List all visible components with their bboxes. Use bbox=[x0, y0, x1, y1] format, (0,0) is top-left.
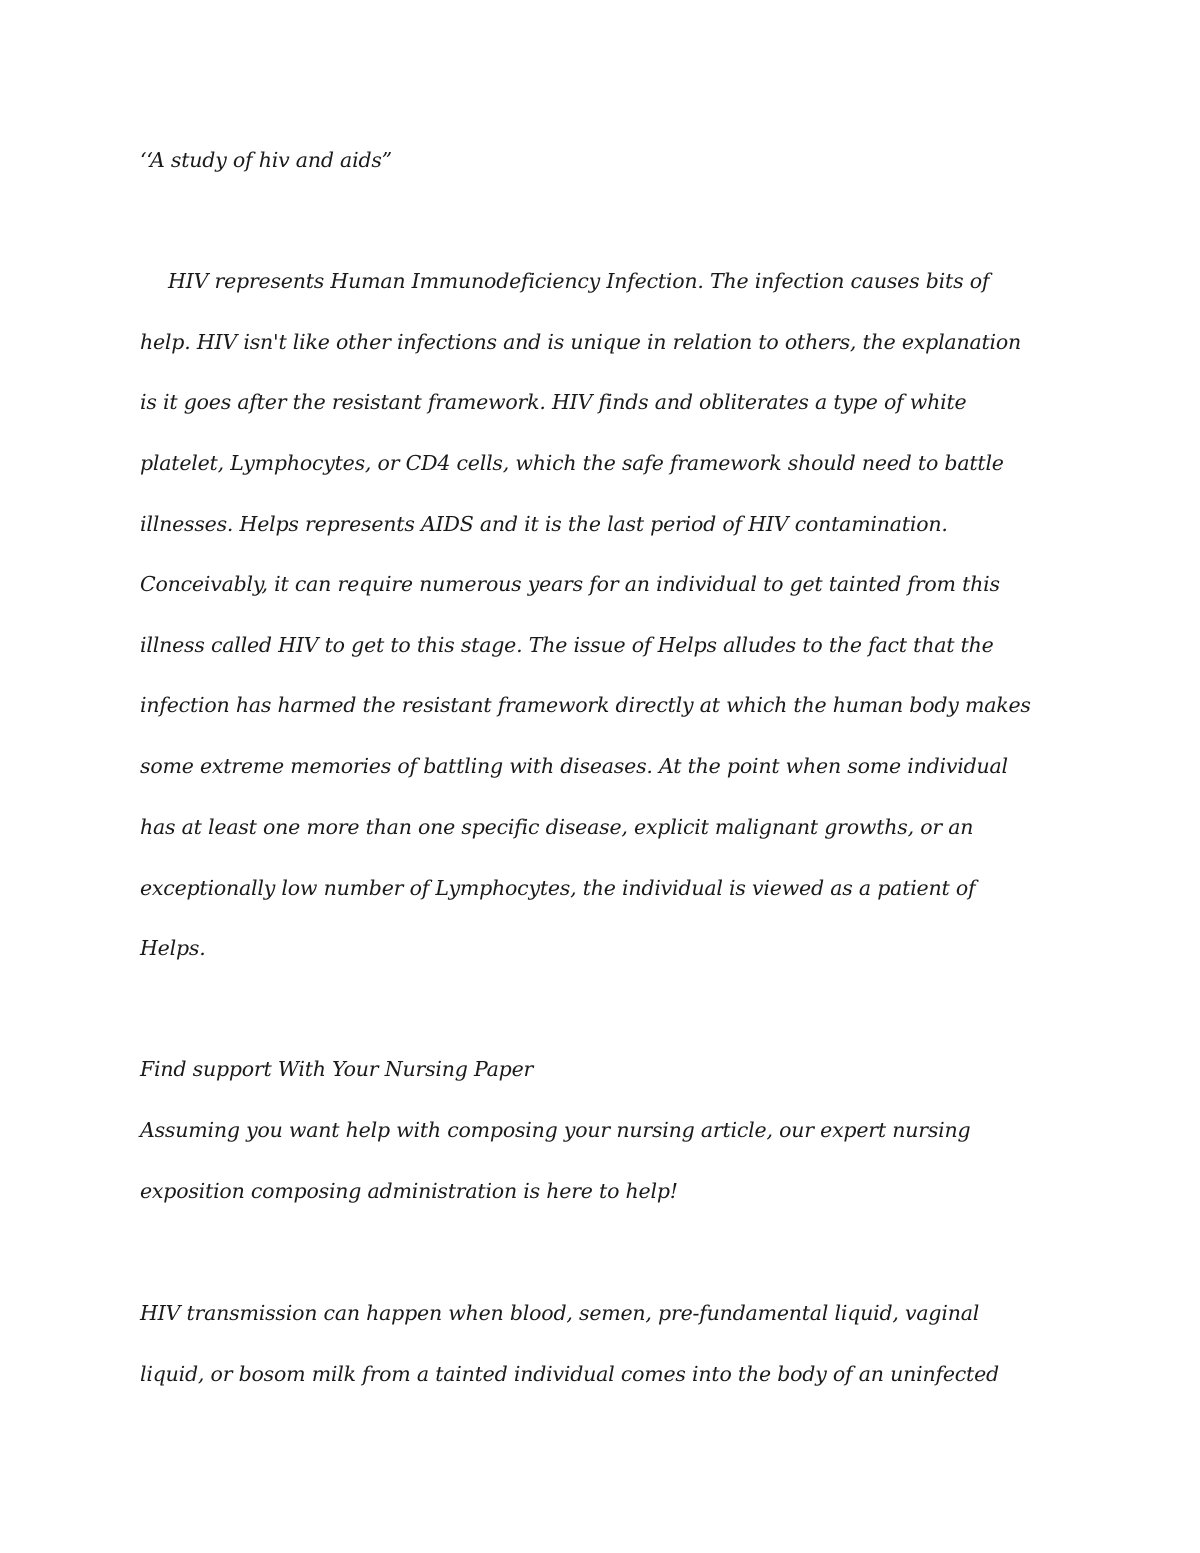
paragraph-line: HIV represents Human Immunodeficiency Infection. The infection causes bits of bbox=[168, 269, 990, 293]
document-title: ‘‘A study of hiv and aids” bbox=[140, 148, 392, 172]
support-heading: Find support With Your Nursing Paper bbox=[140, 1057, 534, 1081]
paragraph-line: Helps. bbox=[140, 936, 206, 960]
paragraph-line: help. HIV isn't like other infections and is unique in relation to others, the explanation bbox=[140, 330, 1022, 354]
paragraph-line: exceptionally low number of Lymphocytes, the individual is viewed as a patient of bbox=[140, 876, 976, 900]
paragraph-line: illnesses. Helps represents AIDS and it is the last period of HIV contamination. bbox=[140, 512, 948, 536]
paragraph-line: platelet, Lymphocytes, or CD4 cells, which the safe framework should need to battle bbox=[140, 451, 1004, 475]
paragraph-line: some extreme memories of battling with diseases. At the point when some individual bbox=[140, 754, 1008, 778]
paragraph-line: Conceivably, it can require numerous years for an individual to get tainted from this bbox=[140, 572, 1000, 596]
paragraph-line: illness called HIV to get to this stage. The issue of Helps alludes to the fact that the bbox=[140, 633, 994, 657]
support-line: exposition composing administration is here to help! bbox=[140, 1179, 678, 1203]
paragraph-line: infection has harmed the resistant framework directly at which the human body makes bbox=[140, 693, 1031, 717]
paragraph-line: liquid, or bosom milk from a tainted individual comes into the body of an uninfected bbox=[140, 1362, 999, 1386]
paragraph-line: HIV transmission can happen when blood, semen, pre-fundamental liquid, vaginal bbox=[140, 1301, 980, 1325]
paragraph-line: is it goes after the resistant framework. HIV finds and obliterates a type of white bbox=[140, 390, 967, 414]
support-line: Assuming you want help with composing your nursing article, our expert nursing bbox=[140, 1118, 971, 1142]
paragraph-line: has at least one more than one specific disease, explicit malignant growths, or an bbox=[140, 815, 974, 839]
